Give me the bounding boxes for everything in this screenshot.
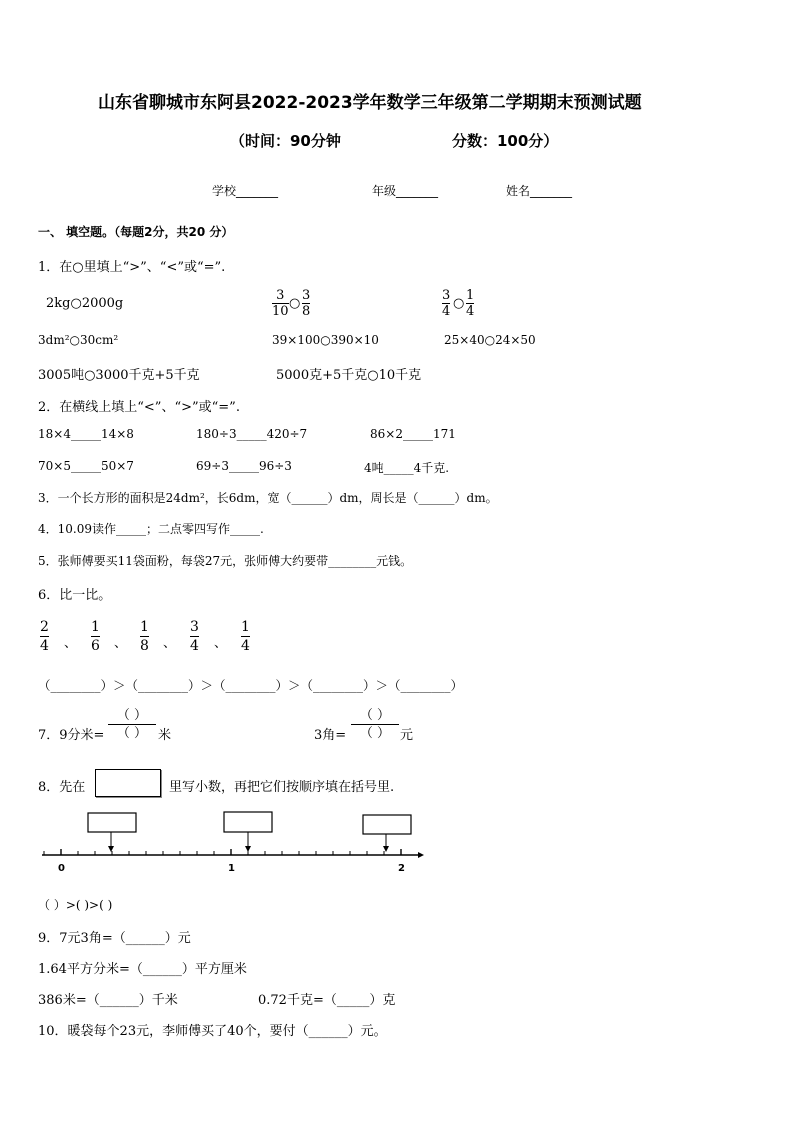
- q7-b-unit: 元: [400, 728, 414, 743]
- question-10[interactable]: 10．暖袋每个23元，李师傅买了40个，要付（______）元。: [38, 1024, 387, 1039]
- q6-separator: 、: [163, 636, 177, 651]
- q1-item-g[interactable]: 3005吨○3000千克+5千克: [38, 368, 200, 383]
- q6-fraction: 3 4: [190, 619, 199, 654]
- tick-label-1: 1: [228, 863, 235, 874]
- question-6-stem: 6．比一比。: [38, 588, 112, 603]
- question-1-stem: 1．在○里填上“>”、“<”或“=”.: [38, 260, 226, 275]
- q6-fraction: 1 6: [91, 619, 100, 654]
- q9-item-b[interactable]: 1.64平方分米=（______）平方厘米: [38, 962, 247, 977]
- q6-order-blanks[interactable]: （________）＞（________）＞（________）＞（________）＞（________）: [38, 678, 464, 693]
- question-3[interactable]: 3．一个长方形的面积是24dm²，长6dm，宽（______）dm，周长是（______）dm。: [38, 491, 498, 505]
- q1-item-a[interactable]: 2kg○2000g: [46, 296, 124, 311]
- q2-item[interactable]: 69÷3_____96÷3: [196, 459, 292, 473]
- q6-separator: 、: [214, 636, 228, 651]
- tick-label-0: 0: [58, 863, 65, 874]
- exam-time: （时间：90分钟: [230, 132, 341, 150]
- question-8-suffix: 里写小数，再把它们按顺序填在括号里.: [169, 780, 395, 795]
- number-line-box: [88, 813, 136, 832]
- q7-a-unit: 米: [158, 728, 172, 743]
- q1-c-compare-circle[interactable]: ○: [453, 296, 465, 311]
- q6-fraction: 1 4: [241, 619, 250, 654]
- q1-item-d[interactable]: 3dm²○30cm²: [38, 333, 119, 347]
- number-line-box: [363, 815, 411, 834]
- q9-item-d[interactable]: 0.72千克=（_____）克: [258, 993, 396, 1008]
- question-8-prefix: 8．先在: [38, 780, 86, 795]
- q1-b-fraction-left: 3 10: [272, 288, 289, 319]
- q1-item-e[interactable]: 39×100○390×10: [272, 333, 379, 347]
- q6-fraction: 2 4: [40, 619, 49, 654]
- q7-b-label: 3角=: [314, 728, 347, 743]
- school-field[interactable]: 学校_______: [212, 184, 279, 198]
- number-line-box: [224, 812, 272, 832]
- q9-item-c[interactable]: 386米=（______）千米: [38, 993, 178, 1008]
- q2-item[interactable]: 180÷3_____420÷7: [196, 427, 308, 441]
- q1-item-h[interactable]: 5000克+5千克○10千克: [276, 368, 422, 383]
- q1-b-compare-circle[interactable]: ○: [289, 296, 301, 311]
- q2-item[interactable]: 18×4_____14×8: [38, 427, 134, 441]
- page-title: 山东省聊城市东阿县2022-2023学年数学三年级第二学期期末预测试题: [98, 93, 642, 113]
- exam-score: 分数：100分）: [452, 132, 559, 150]
- q1-c-fraction-left: 3 4: [442, 288, 451, 319]
- q6-fraction: 1 8: [140, 619, 149, 654]
- number-line: [0, 805, 794, 895]
- grade-field[interactable]: 年级_______: [372, 184, 439, 198]
- question-5[interactable]: 5．张师傅要买11袋面粉，每袋27元，张师傅大约要带________元钱。: [38, 554, 413, 568]
- q8-answer-box-sample[interactable]: [95, 769, 161, 797]
- q7-a-label: 7．9分米=: [38, 728, 105, 743]
- q7-a-fraction-blank[interactable]: （ ） （ ）: [108, 707, 156, 742]
- q1-b-fraction-right: 3 8: [302, 288, 311, 319]
- q7-b-fraction-blank[interactable]: （ ） （ ）: [351, 707, 399, 742]
- q2-item[interactable]: 70×5_____50×7: [38, 459, 134, 473]
- q1-item-f[interactable]: 25×40○24×50: [444, 333, 536, 347]
- q2-item[interactable]: 86×2_____171: [370, 427, 456, 441]
- q2-item[interactable]: 4吨_____4千克.: [364, 461, 450, 475]
- question-2-stem: 2．在横线上填上“<”、“>”或“=”.: [38, 400, 240, 415]
- section-heading: 一、 填空题。（每题2分，共20 分）: [38, 225, 234, 239]
- tick-label-2: 2: [398, 863, 405, 874]
- q1-c-fraction-right: 1 4: [466, 288, 475, 319]
- q8-order-blanks[interactable]: （ ）>( )>( ): [38, 898, 113, 912]
- q6-separator: 、: [114, 636, 128, 651]
- q6-separator: 、: [64, 636, 78, 651]
- question-4[interactable]: 4．10.09读作_____；二点零四写作_____.: [38, 522, 264, 536]
- q9-item-a[interactable]: 9．7元3角=（______）元: [38, 931, 191, 946]
- name-field[interactable]: 姓名_______: [506, 184, 573, 198]
